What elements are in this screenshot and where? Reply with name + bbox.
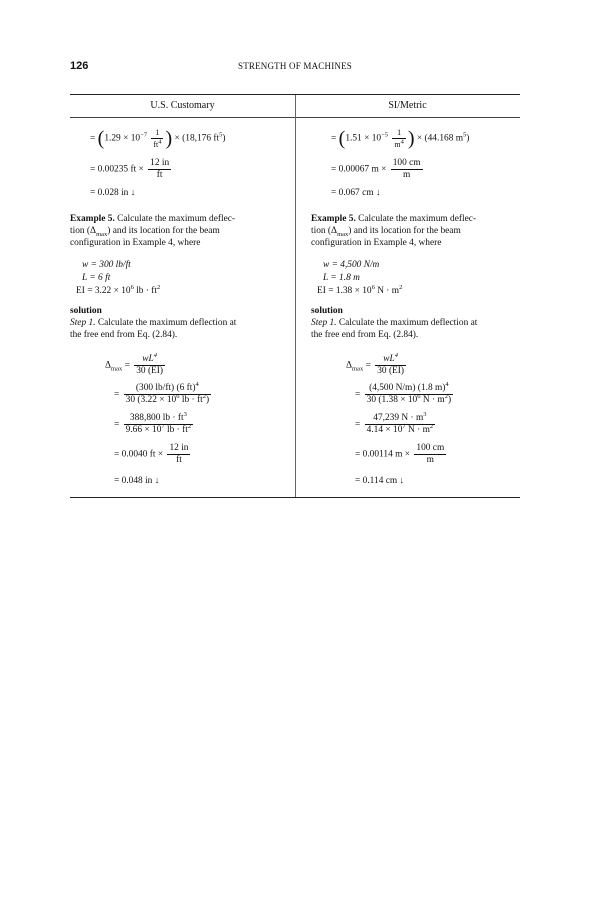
exponent: 4 [158, 138, 162, 146]
exponent: 2 [444, 392, 448, 400]
equals-sign: = [331, 133, 337, 144]
given-value: EI = 3.22 × 10 [76, 286, 131, 296]
equation-line [114, 380, 213, 406]
fraction-denominator [365, 422, 435, 436]
equals-sign: = [365, 360, 371, 371]
given-EI [317, 285, 402, 297]
fraction [134, 351, 165, 377]
example-text: tion (Δ [311, 226, 338, 236]
subscript: max [96, 230, 108, 238]
equals-sign: = [114, 419, 120, 430]
step-label: Step 1. [70, 318, 96, 328]
fraction-denominator: 30 (EI) [377, 366, 405, 376]
example-text: configuration in Example 4, where [311, 238, 442, 248]
equals-sign: = [355, 419, 361, 430]
exponent: 4 [400, 138, 404, 146]
fraction-numerator [134, 351, 165, 366]
equation-line [331, 127, 469, 150]
example-text: Calculate the maximum deflec- [358, 214, 477, 224]
denominator-text: 30 (1.38 × 10 [366, 395, 418, 405]
multiplier: × (18,176 ft [174, 133, 220, 144]
fraction-denominator [365, 392, 453, 406]
fraction-denominator [124, 392, 211, 406]
exponent: 7 [402, 422, 406, 430]
si-metric-column [311, 117, 521, 497]
given-EI [76, 285, 160, 297]
denominator-unit: N · m [420, 395, 445, 405]
equation-line [114, 410, 195, 436]
exponent: 3 [183, 410, 187, 418]
formula-numerator: wL [142, 354, 154, 364]
fraction-numerator [365, 410, 435, 425]
example-label: Example 5. [311, 214, 356, 224]
fraction-denominator: m [426, 455, 434, 465]
example-text: tion (Δ [70, 226, 97, 236]
fraction-numerator [124, 410, 193, 425]
equation-line: = 0.067 cm ↓ [331, 188, 381, 198]
exponent: −7 [140, 131, 147, 139]
close-paren: ) [205, 395, 210, 405]
denominator-text: 4.14 × 10 [366, 425, 403, 435]
fraction-numerator: 12 in [150, 158, 170, 168]
left-paren: ( [338, 127, 346, 150]
fraction-denominator [151, 139, 163, 150]
numerator-text: 47,239 N · m [373, 413, 424, 423]
example-text: ) and its location for the beam [107, 226, 220, 236]
fraction [375, 351, 406, 377]
solution-label: solution [70, 306, 102, 316]
solution-block [311, 305, 521, 341]
formula-numerator: wL [383, 354, 395, 364]
exponent: 2 [202, 392, 206, 400]
exponent: 3 [423, 410, 427, 418]
exponent: 2 [157, 283, 161, 291]
exponent: 6 [417, 392, 421, 400]
exponent: 5 [219, 131, 223, 139]
fraction-denominator [124, 422, 193, 436]
fraction-numerator: 12 in [169, 443, 189, 453]
equation-line [355, 410, 437, 436]
equals-sign: = [90, 133, 96, 144]
example-text: configuration in Example 4, where [70, 238, 201, 248]
equation-line [90, 158, 173, 181]
equals-sign: = [124, 360, 130, 371]
denominator-unit: lb · ft [164, 425, 188, 435]
fraction [365, 410, 435, 436]
equation-lead: = 0.00235 ft × [90, 164, 144, 175]
step-text: the free end from Eq. (2.84). [311, 330, 419, 340]
equation-line [355, 443, 448, 466]
fraction-denominator: m [403, 170, 411, 180]
denominator-unit: m [394, 140, 401, 149]
equation-lead: = 0.00114 m × [355, 449, 411, 460]
exponent: 4 [153, 351, 157, 359]
exponent: 6 [176, 392, 180, 400]
example-text: Calculate the maximum deflec- [117, 214, 236, 224]
fraction-numerator [365, 380, 453, 395]
fraction [151, 127, 163, 150]
step-label: Step 1. [311, 318, 337, 328]
given-value: L = 1.8 m [323, 273, 360, 283]
deflection-formula [105, 351, 167, 377]
example-paragraph [70, 213, 280, 249]
exponent: −5 [381, 131, 388, 139]
page-number: 126 [70, 60, 89, 72]
equation-line [355, 380, 455, 406]
fraction [124, 410, 193, 436]
given-unit: N · m [374, 286, 400, 296]
fraction [365, 380, 453, 406]
exponent: 7 [161, 422, 165, 430]
step-text: Calculate the maximum deflection at [97, 318, 237, 328]
numerator-text: (4,500 N/m) (1.8 m) [369, 383, 446, 393]
equation-line [114, 443, 192, 466]
equation-line: = 0.114 cm ↓ [355, 476, 405, 486]
numerator-text: 388,800 lb · ft [129, 413, 184, 423]
exponent: 2 [429, 422, 434, 430]
exponent: 4 [394, 351, 398, 359]
given-value: w = 4,500 N/m [323, 260, 380, 270]
equation-line [331, 158, 425, 181]
example-paragraph [311, 213, 521, 249]
fraction-denominator [392, 139, 405, 150]
fraction-numerator: 1 [151, 127, 163, 139]
solution-label: solution [311, 306, 343, 316]
delta-symbol: Δ [105, 360, 112, 371]
subscript: max [352, 365, 364, 373]
example-text: ) and its location for the beam [348, 226, 461, 236]
close-paren: ) [447, 395, 452, 405]
exponent: 4 [445, 380, 449, 388]
exponent: 6 [371, 283, 375, 291]
equals-sign: = [114, 389, 120, 400]
exponent: 6 [130, 283, 134, 291]
equation-lead: = 0.0040 ft × [114, 449, 164, 460]
delta-symbol: Δ [346, 360, 353, 371]
right-paren: ) [165, 127, 173, 150]
right-paren: ) [407, 127, 415, 150]
subscript: max [111, 365, 123, 373]
exponent: 2 [399, 283, 403, 291]
fraction-denominator: 30 (EI) [136, 366, 164, 376]
equation-line: = 0.028 in ↓ [90, 188, 136, 198]
given-w [323, 259, 379, 271]
column-title-us: U.S. Customary [150, 100, 215, 111]
equation-line [90, 127, 225, 150]
multiplier: × (44.168 m [416, 133, 464, 144]
equation-line: = 0.048 in ↓ [114, 476, 160, 486]
fraction-numerator [375, 351, 406, 366]
fraction-numerator: 100 cm [416, 443, 445, 453]
coefficient: 1.29 × 10 [104, 133, 141, 144]
fraction-numerator: 100 cm [392, 158, 421, 168]
fraction [148, 158, 171, 181]
denominator-text: 30 (3.22 × 10 [125, 395, 177, 405]
deflection-formula [346, 351, 408, 377]
fraction [167, 443, 190, 466]
page-header [70, 60, 520, 74]
exponent: 4 [195, 380, 199, 388]
step-text: Calculate the maximum deflection at [338, 318, 478, 328]
equals-sign: = [355, 389, 361, 400]
subscript: max [337, 230, 349, 238]
fraction-denominator: ft [176, 455, 182, 465]
close-paren: ) [222, 133, 226, 144]
given-w [82, 259, 131, 271]
fraction-numerator: 1 [392, 127, 405, 139]
exponent: 5 [463, 131, 467, 139]
left-paren: ( [97, 127, 105, 150]
close-paren: ) [466, 133, 470, 144]
column-divider [295, 95, 296, 497]
denominator-unit: lb · ft [179, 395, 203, 405]
column-title-si: SI/Metric [388, 100, 427, 111]
coefficient: 1.51 × 10 [345, 133, 382, 144]
denominator-text: 9.66 × 10 [125, 425, 162, 435]
exponent: 2 [187, 422, 192, 430]
fraction [414, 443, 446, 466]
fraction-numerator [124, 380, 211, 395]
fraction [392, 127, 405, 150]
given-value: L = 6 ft [82, 273, 111, 283]
example-label: Example 5. [70, 214, 115, 224]
solution-block [70, 305, 280, 341]
running-title: STRENGTH OF MACHINES [237, 61, 352, 71]
given-L [323, 272, 360, 284]
given-unit: lb · ft [133, 286, 158, 296]
comparison-table [70, 94, 520, 498]
given-L [82, 272, 110, 284]
equation-lead: = 0.00067 m × [331, 164, 387, 175]
step-text: the free end from Eq. (2.84). [70, 330, 178, 340]
given-value: EI = 1.38 × 10 [317, 286, 372, 296]
fraction-denominator: ft [156, 170, 163, 180]
given-value: w = 300 lb/ft [82, 260, 131, 270]
fraction [124, 380, 211, 406]
denominator-unit: ft [153, 140, 159, 149]
numerator-text: (300 lb/ft) (6 ft) [135, 383, 196, 393]
fraction [391, 158, 423, 181]
denominator-unit: N · m [405, 425, 430, 435]
us-customary-column [70, 117, 280, 497]
